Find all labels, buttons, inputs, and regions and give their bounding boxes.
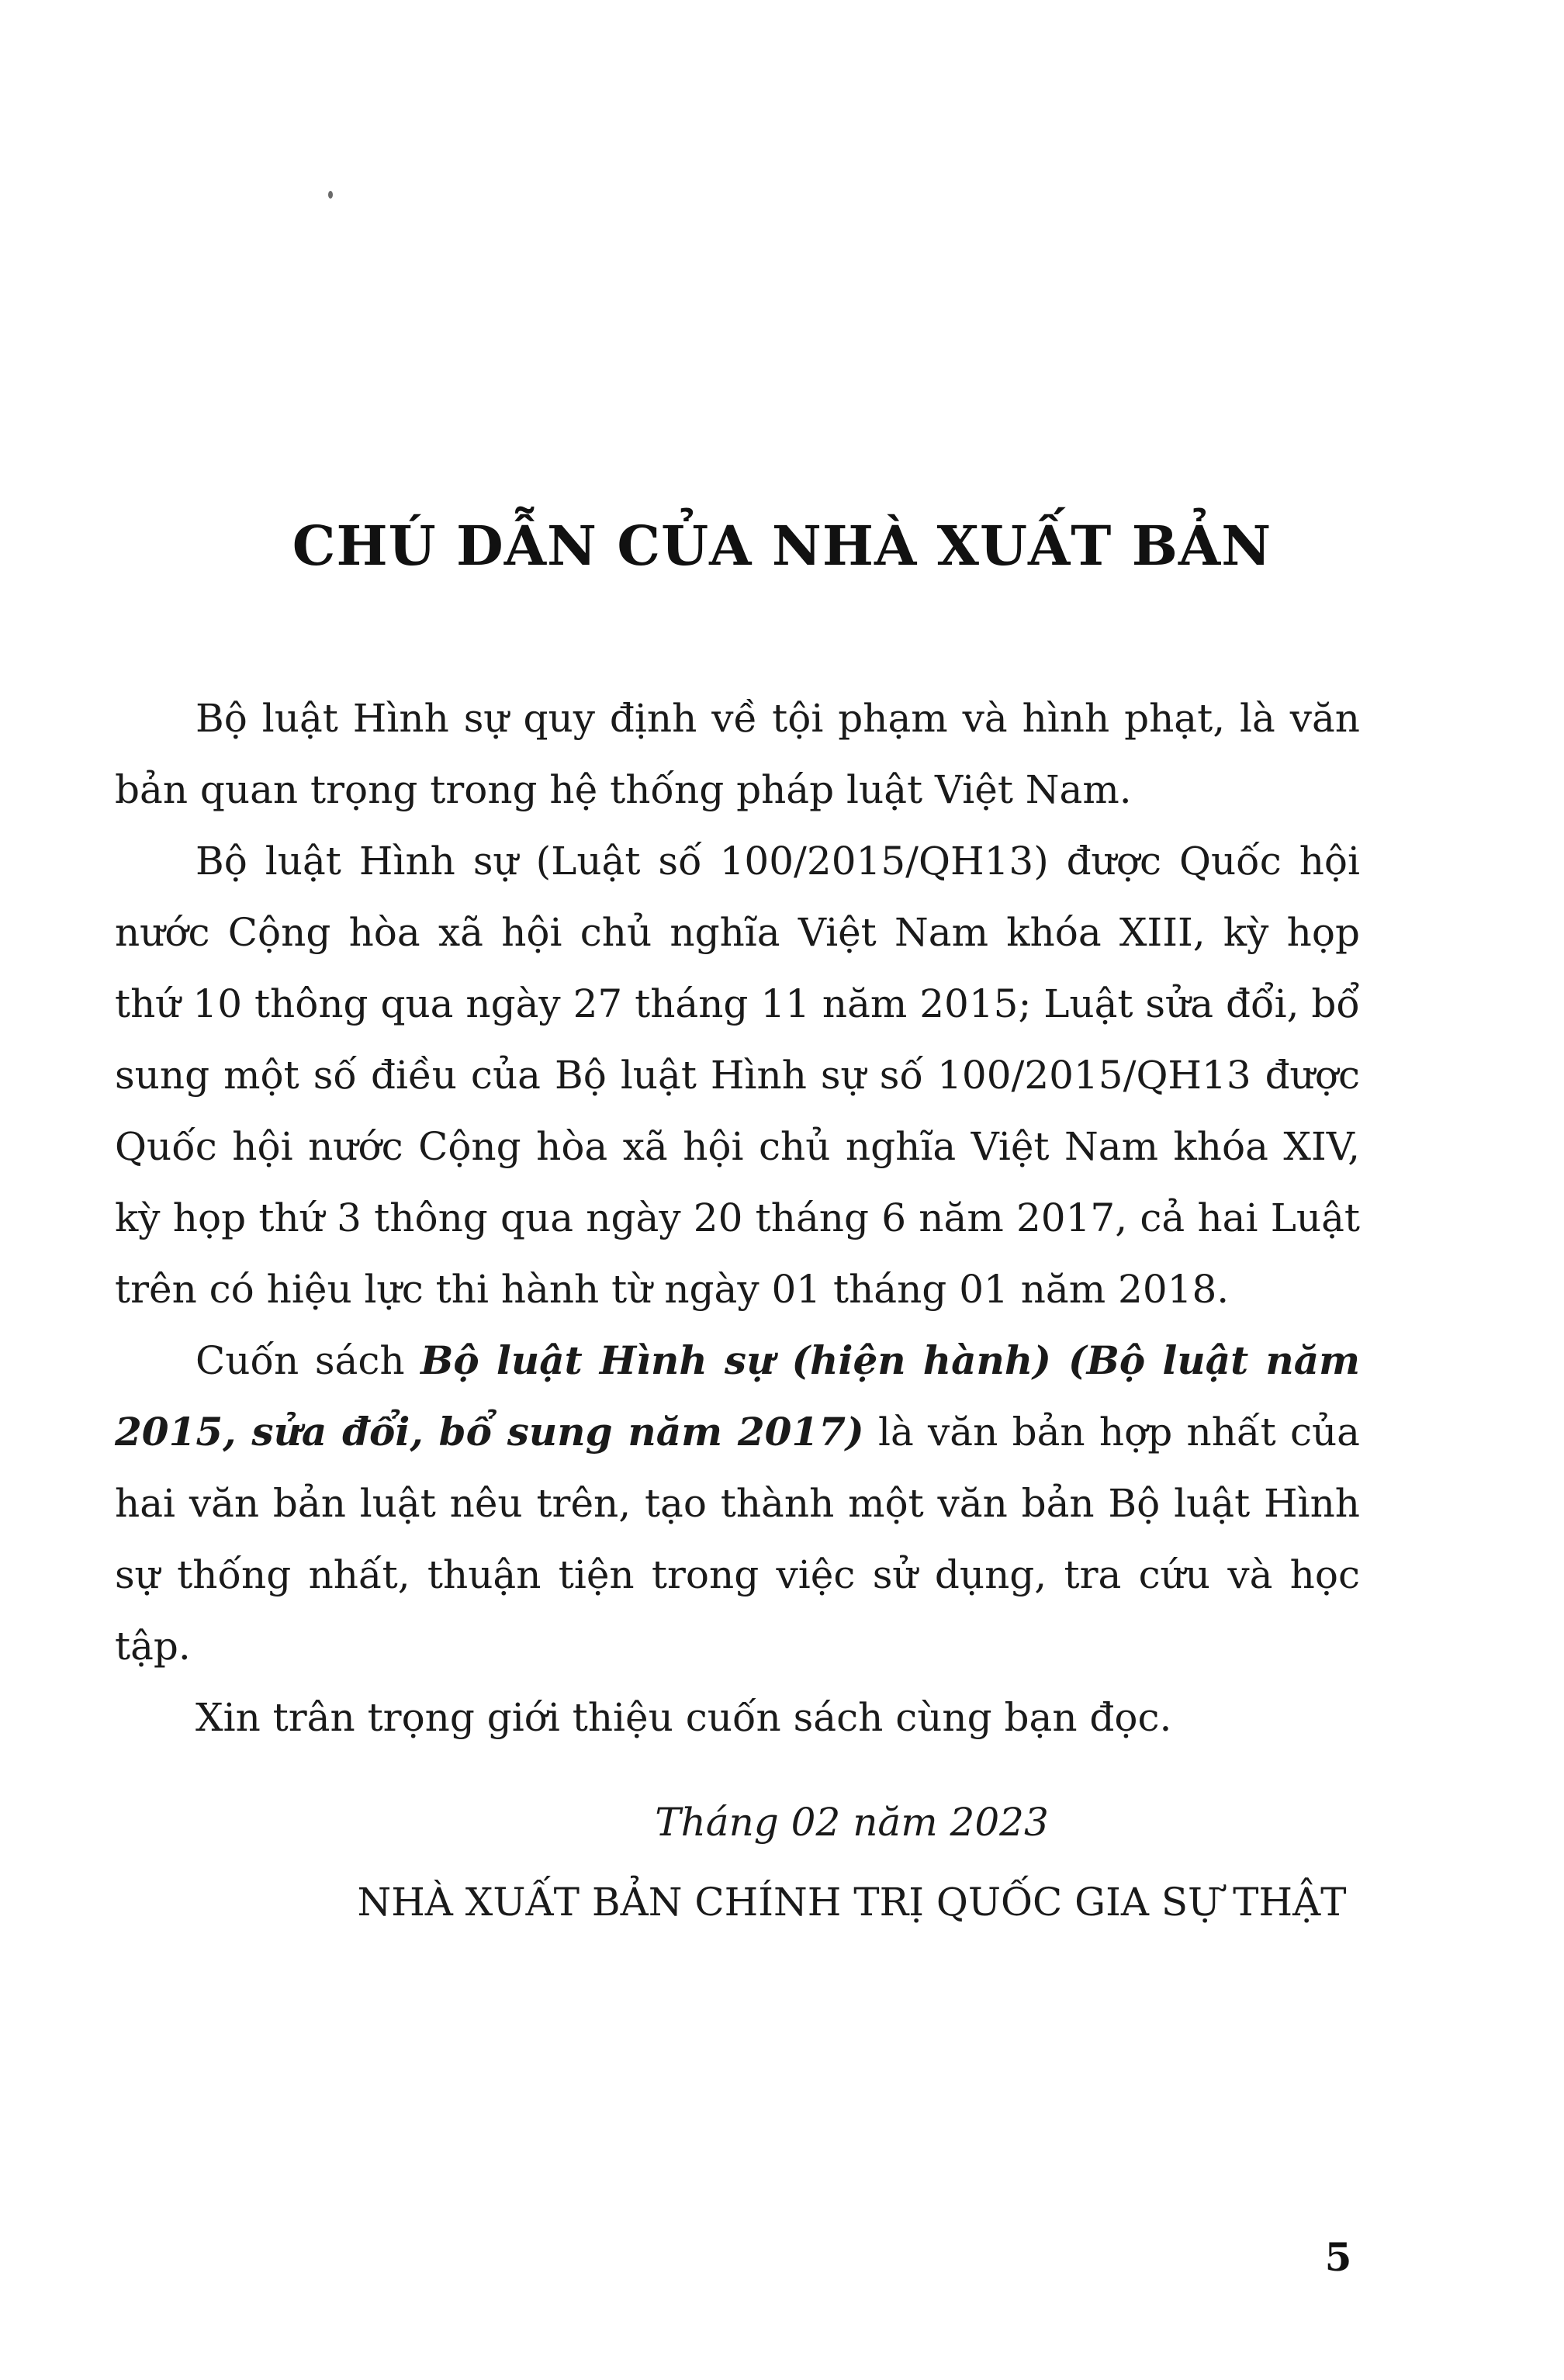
paragraph-book-description [115, 1325, 1360, 1682]
publisher-name: NHÀ XUẤT BẢN CHÍNH TRỊ QUỐC GIA SỰ THẬT [357, 1880, 1347, 1925]
paragraph-closing: Xin trân trọng giới thiệu cuốn sách cùng bạn đọc. [196, 1695, 1172, 1740]
body-text [115, 683, 1360, 1753]
publication-date: Tháng 02 năm 2023 [655, 1800, 1049, 1845]
paragraph-legal-history: Bộ luật Hình sự (Luật số 100/2015/QH13) được Quốc hội nước Cộng hòa xã hội chủ nghĩa Việt Nam khóa XIII, kỳ họp thứ 10 thông qua ngày 27 tháng 11 năm 2015; Luật sửa đổi, bổ sung một số điều của Bộ luật Hình sự số 100/2015/QH13 được Quốc hội nước Cộng hòa xã hội chủ nghĩa Việt Nam khóa XIV, kỳ họp thứ 3 thông qua ngày 20 tháng 6 năm 2017, cả hai Luật trên có hiệu lực thi hành từ ngày 01 tháng 01 năm 2018. [115, 839, 1360, 1312]
page-number: 5 [1324, 2234, 1352, 2280]
page-title: CHÚ DẪN CỦA NHÀ XUẤT BẢN [292, 514, 1272, 578]
paragraph-intro: Bộ luật Hình sự quy định về tội phạm và hình phạt, là văn bản quan trọng trong hệ thống pháp luật Việt Nam. [115, 696, 1360, 812]
book-description-suffix: là văn bản hợp nhất của hai văn bản luật nêu trên, tạo thành một văn bản Bộ luật Hình sự thống nhất, thuận tiện trong việc sử dụng, tra cứu và học tập. [115, 1410, 1360, 1669]
print-speck [328, 191, 333, 199]
book-description-prefix: Cuốn sách [196, 1338, 421, 1383]
book-title-emphasis: Bộ luật Hình sự (hiện hành) (Bộ luật năm 2015, sửa đổi, bổ sung năm 2017) [115, 1337, 1360, 1455]
